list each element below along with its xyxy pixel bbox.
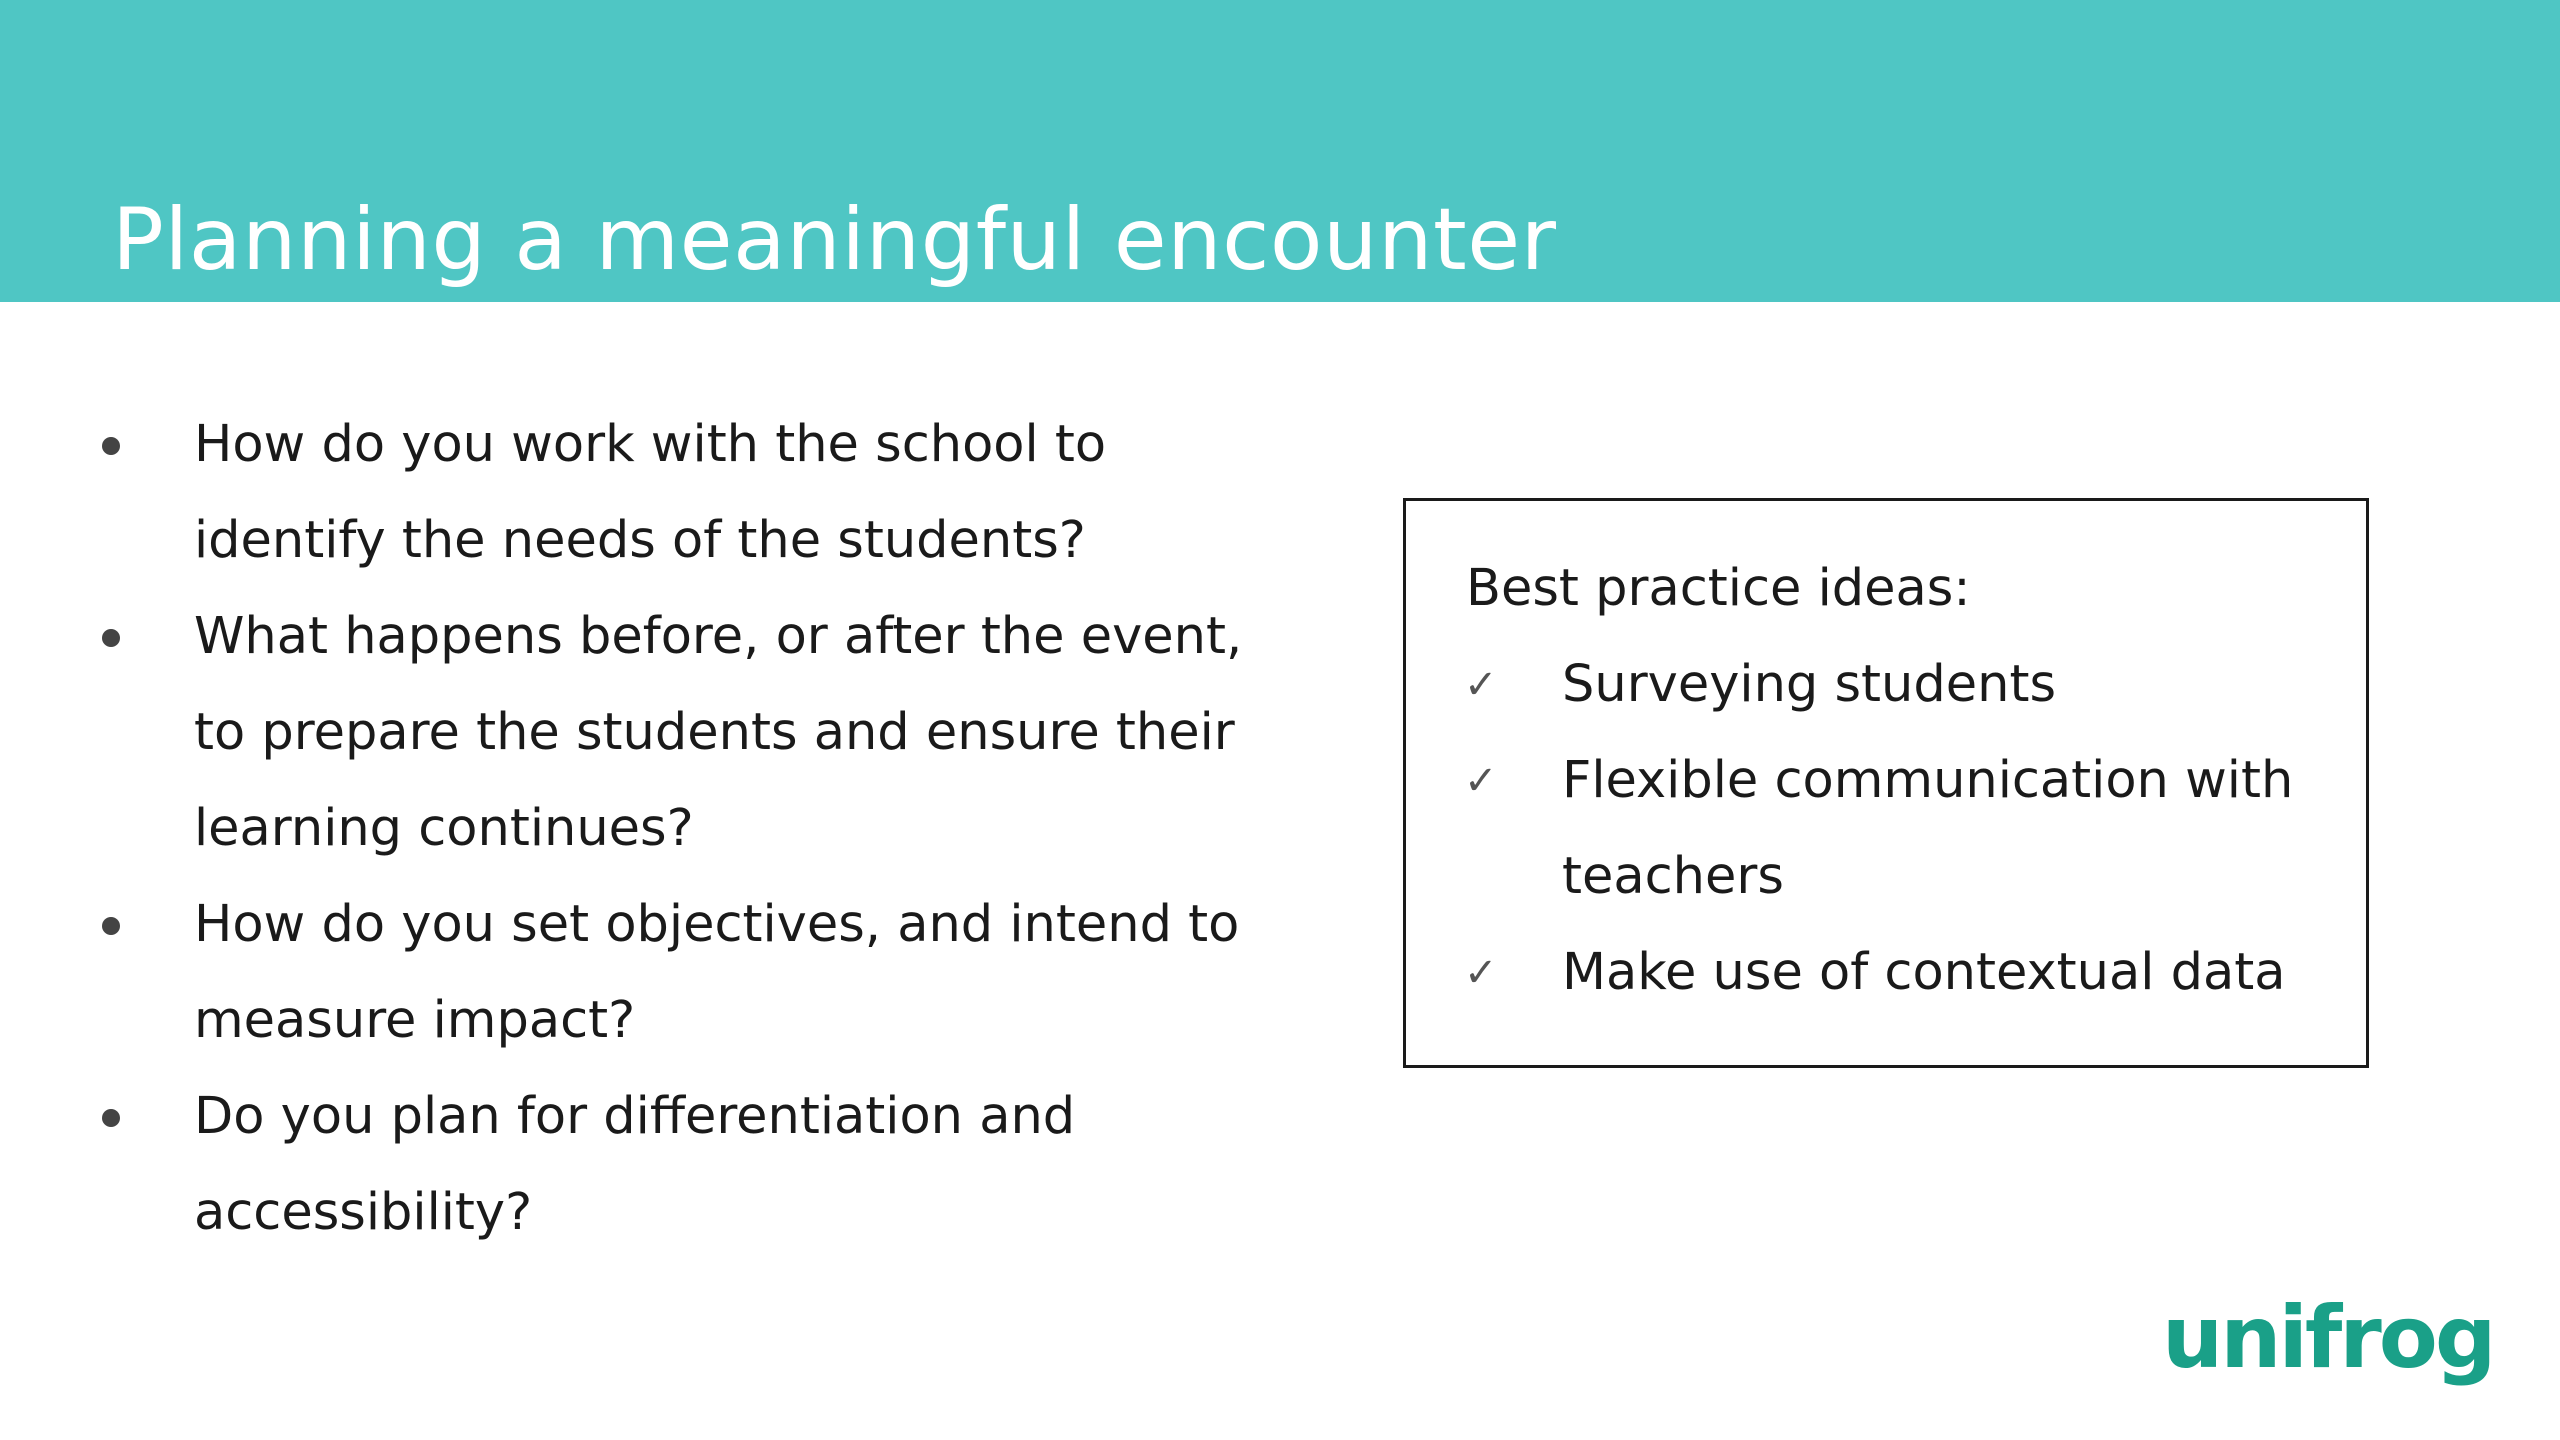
bullet-icon	[102, 917, 120, 935]
best-practice-box	[1403, 498, 2369, 1068]
checkmark-icon: ✓	[1464, 662, 1498, 708]
question-text: How do you work with the school to identify the needs of the students?	[194, 415, 1107, 570]
question-item	[96, 1069, 1276, 1261]
bullet-icon	[102, 629, 120, 647]
bullet-icon	[102, 1109, 120, 1127]
best-practice-text: Flexible communication with teachers	[1562, 751, 2294, 906]
best-practice-item	[1464, 637, 2344, 733]
best-practice-text: Make use of contextual data	[1562, 943, 2286, 1002]
best-practice-heading: Best practice ideas:	[1466, 559, 1971, 618]
title-banner	[0, 0, 2560, 302]
slide-title: Planning a meaningful encounter	[112, 189, 1557, 290]
question-list	[96, 397, 1276, 1261]
question-item	[96, 397, 1276, 589]
checkmark-icon: ✓	[1464, 950, 1498, 996]
question-item	[96, 589, 1276, 877]
best-practice-item	[1464, 925, 2344, 1021]
best-practice-text: Surveying students	[1562, 655, 2057, 714]
question-item	[96, 877, 1276, 1069]
question-text: Do you plan for differentiation and accessibility?	[194, 1087, 1076, 1242]
question-text: How do you set objectives, and intend to measure impact?	[194, 895, 1240, 1050]
bullet-icon	[102, 437, 120, 455]
question-text: What happens before, or after the event, to prepare the students and ensure their learning continues?	[194, 607, 1243, 858]
best-practice-item	[1464, 733, 2344, 925]
checkmark-icon: ✓	[1464, 758, 1498, 804]
best-practice-list	[1464, 637, 2344, 1021]
unifrog-logo: unifrog	[2162, 1288, 2494, 1388]
